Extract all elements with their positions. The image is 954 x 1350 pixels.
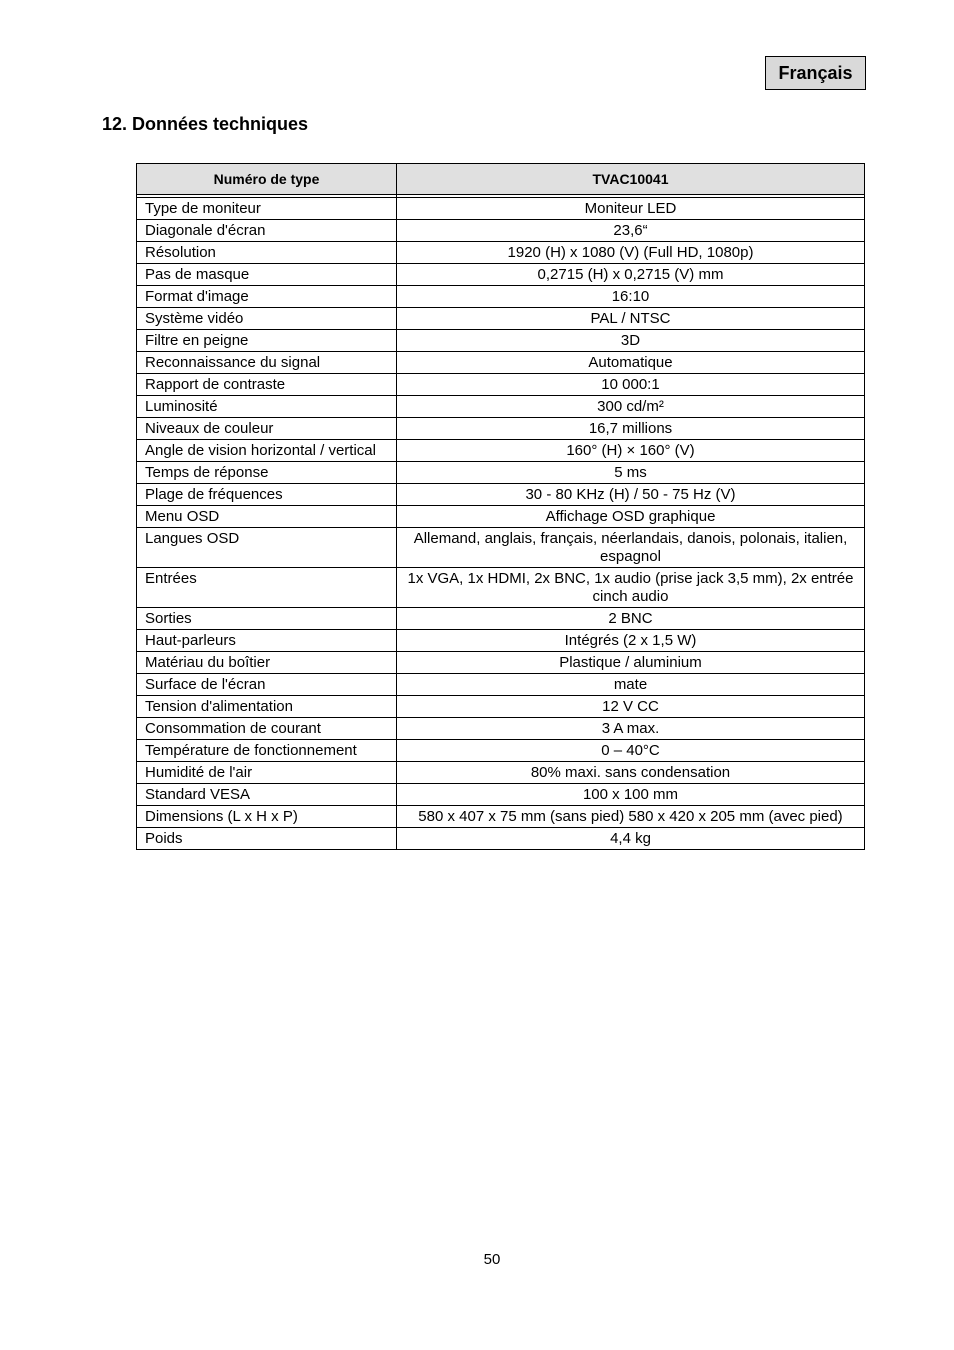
page-number: 50 (483, 1251, 501, 1268)
spec-label: Sorties (137, 608, 397, 630)
table-row (137, 762, 865, 784)
table-row (137, 674, 865, 696)
spec-label: Luminosité (137, 396, 397, 418)
spec-value: Moniteur LED (397, 198, 865, 220)
spec-value: 0 – 40°C (397, 740, 865, 762)
spec-label: Reconnaissance du signal (137, 352, 397, 374)
spec-value: 1920 (H) x 1080 (V) (Full HD, 1080p) (397, 242, 865, 264)
spec-label: Haut-parleurs (137, 630, 397, 652)
table-row (137, 806, 865, 828)
spec-label: Résolution (137, 242, 397, 264)
spec-value: Automatique (397, 352, 865, 374)
spec-label: Angle de vision horizontal / vertical (137, 440, 397, 462)
spec-label: Surface de l'écran (137, 674, 397, 696)
spec-value: 3D (397, 330, 865, 352)
spec-label: Système vidéo (137, 308, 397, 330)
spec-value: 30 - 80 KHz (H) / 50 - 75 Hz (V) (397, 484, 865, 506)
spec-table (136, 163, 865, 850)
table-row (137, 652, 865, 674)
section-number: 12. (102, 114, 128, 134)
spec-label: Filtre en peigne (137, 330, 397, 352)
spec-label: Plage de fréquences (137, 484, 397, 506)
spec-label: Tension d'alimentation (137, 696, 397, 718)
spec-label: Consommation de courant (137, 718, 397, 740)
spec-value: 80% maxi. sans condensation (397, 762, 865, 784)
table-row (137, 220, 865, 242)
table-row (137, 396, 865, 418)
table-row (137, 528, 865, 568)
spec-value: mate (397, 674, 865, 696)
spec-label: Dimensions (L x H x P) (137, 806, 397, 828)
spec-value: 23,6“ (397, 220, 865, 242)
spec-value: 3 A max. (397, 718, 865, 740)
spec-value: Plastique / aluminium (397, 652, 865, 674)
table-row (137, 264, 865, 286)
table-row (137, 330, 865, 352)
table-row (137, 784, 865, 806)
table-row (137, 608, 865, 630)
spec-label: Entrées (137, 568, 397, 608)
spec-value: 2 BNC (397, 608, 865, 630)
spec-label: Langues OSD (137, 528, 397, 568)
column-header-model: TVAC10041 (397, 164, 865, 195)
spec-label: Standard VESA (137, 784, 397, 806)
spec-value: 100 x 100 mm (397, 784, 865, 806)
table-row (137, 242, 865, 264)
spec-label: Diagonale d'écran (137, 220, 397, 242)
spec-label: Température de fonctionnement (137, 740, 397, 762)
spec-label: Rapport de contraste (137, 374, 397, 396)
spec-value: 160° (H) × 160° (V) (397, 440, 865, 462)
spec-value: 300 cd/m² (397, 396, 865, 418)
spec-label: Poids (137, 828, 397, 850)
spec-label: Niveaux de couleur (137, 418, 397, 440)
table-row (137, 308, 865, 330)
spec-value: 5 ms (397, 462, 865, 484)
spec-value: 1x VGA, 1x HDMI, 2x BNC, 1x audio (prise jack 3,5 mm), 2x entrée cinch audio (397, 568, 865, 608)
table-row (137, 740, 865, 762)
spec-label: Menu OSD (137, 506, 397, 528)
table-row (137, 418, 865, 440)
table-row (137, 568, 865, 608)
table-row (137, 374, 865, 396)
section-heading (102, 114, 308, 135)
spec-value: 12 V CC (397, 696, 865, 718)
table-row (137, 440, 865, 462)
table-row (137, 198, 865, 220)
table-row (137, 352, 865, 374)
table-row (137, 630, 865, 652)
column-header-type-number: Numéro de type (137, 164, 397, 195)
spec-value: 16:10 (397, 286, 865, 308)
table-row (137, 828, 865, 850)
language-badge: Français (765, 56, 866, 90)
spec-label: Pas de masque (137, 264, 397, 286)
spec-value: 0,2715 (H) x 0,2715 (V) mm (397, 264, 865, 286)
spec-label: Format d'image (137, 286, 397, 308)
table-row (137, 718, 865, 740)
spec-value: 580 x 407 x 75 mm (sans pied) 580 x 420 x 205 mm (avec pied) (397, 806, 865, 828)
spec-value: Intégrés (2 x 1,5 W) (397, 630, 865, 652)
table-row (137, 506, 865, 528)
spec-value: PAL / NTSC (397, 308, 865, 330)
spec-value: 16,7 millions (397, 418, 865, 440)
spec-value: Allemand, anglais, français, néerlandais, danois, polonais, italien, espagnol (397, 528, 865, 568)
spec-label: Matériau du boîtier (137, 652, 397, 674)
spec-value: 10 000:1 (397, 374, 865, 396)
table-row (137, 286, 865, 308)
spec-label: Temps de réponse (137, 462, 397, 484)
table-row (137, 484, 865, 506)
spec-value: 4,4 kg (397, 828, 865, 850)
section-title: Données techniques (132, 114, 309, 134)
table-header-row (137, 164, 865, 195)
table-row (137, 696, 865, 718)
spec-label: Humidité de l'air (137, 762, 397, 784)
spec-label: Type de moniteur (137, 198, 397, 220)
spec-value: Affichage OSD graphique (397, 506, 865, 528)
table-row (137, 462, 865, 484)
